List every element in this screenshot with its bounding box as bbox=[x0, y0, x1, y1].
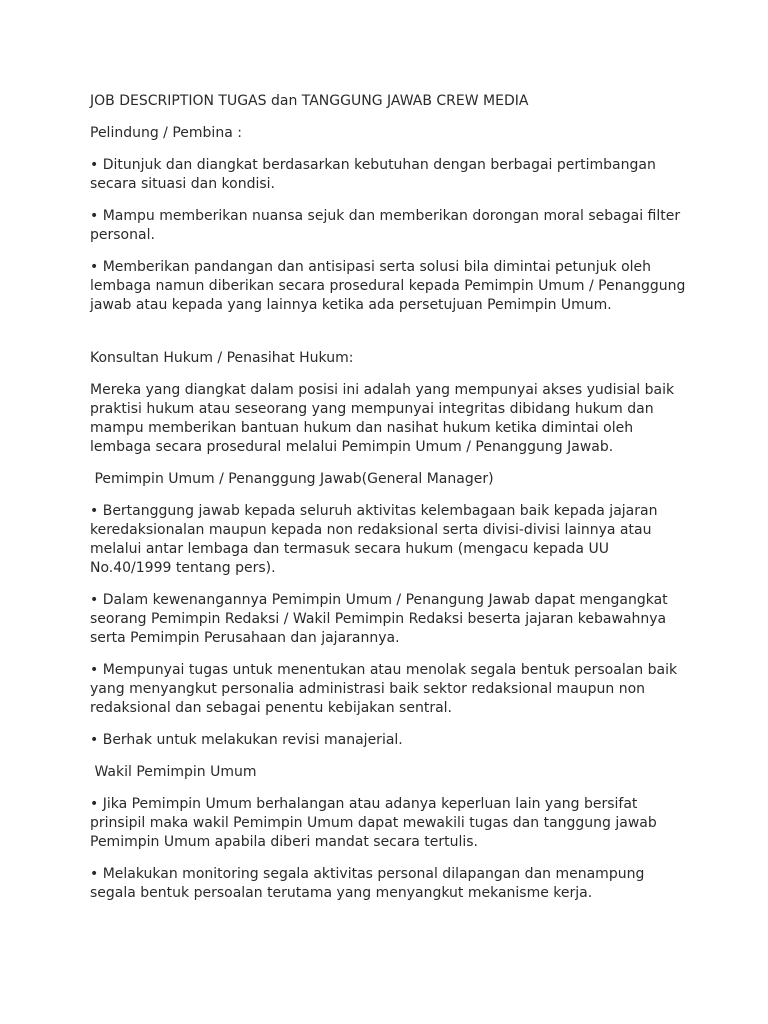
bullet-item: • Mampu memberikan nuansa sejuk dan memberikan dorongan moral sebagai filter personal. bbox=[90, 208, 681, 243]
bullet-item: • Melakukan monitoring segala aktivitas personal dilapangan dan menampung segala bentuk persoalan terutama yang menyangkut mekanisme kerja. bbox=[90, 866, 645, 901]
bullet-item: • Ditunjuk dan diangkat berdasarkan kebutuhan dengan berbagai pertimbangan secara situasi dan kondisi. bbox=[90, 157, 656, 192]
bullet-item: • Memberikan pandangan dan antisipasi serta solusi bila dimintai petunjuk oleh lembaga namun diberikan secara prosedural kepada Pemimpin Umum / Penanggung jawab atau kepada yang lainnya ketika ada persetujuan Pemimpin Umum. bbox=[90, 259, 686, 313]
section-body-konsultan: Mereka yang diangkat dalam posisi ini adalah yang mempunyai akses yudisial baik praktisi hukum atau seseorang yang mempunyai integritas dibidang hukum dan mampu memberikan bantuan hukum dan nasihat hukum ketika dimintai oleh lembaga secara prosedural melalui Pemimpin Umum / Penanggung Jawab. bbox=[90, 382, 675, 455]
section-heading-konsultan: Konsultan Hukum / Penasihat Hukum: bbox=[90, 350, 354, 366]
document-title: JOB DESCRIPTION TUGAS dan TANGGUNG JAWAB CREW MEDIA bbox=[90, 93, 529, 109]
bullet-item: • Berhak untuk melakukan revisi manajerial. bbox=[90, 732, 403, 748]
bullet-item: • Dalam kewenangannya Pemimpin Umum / Penangung Jawab dapat mengangkat seorang Pemimpin Redaksi / Wakil Pemimpin Redaksi beserta jajaran kebawahnya serta Pemimpin Perusahaan dan jajarannya. bbox=[90, 592, 668, 646]
section-heading-pelindung: Pelindung / Pembina : bbox=[90, 125, 242, 141]
bullet-item: • Mempunyai tugas untuk menentukan atau menolak segala bentuk persoalan baik yang menyangkut personalia administrasi baik sektor redaksional maupun non redaksional dan sebagai penentu kebijakan sentral. bbox=[90, 662, 678, 716]
section-heading-pemimpin-umum: Pemimpin Umum / Penanggung Jawab(General Manager) bbox=[90, 471, 494, 487]
bullet-item: • Bertanggung jawab kepada seluruh aktivitas kelembagaan baik kepada jajaran keredaksionalan maupun kepada non redaksional serta divisi-divisi lainnya atau melalui antar lembaga dan termasuk secara hukum (mengacu kepada UU No.40/1999 tentang pers). bbox=[90, 503, 658, 576]
section-heading-wakil-pemimpin-umum: Wakil Pemimpin Umum bbox=[90, 764, 257, 780]
bullet-item: • Jika Pemimpin Umum berhalangan atau adanya keperluan lain yang bersifat prinsipil maka wakil Pemimpin Umum dapat mewakili tugas dan tanggung jawab Pemimpin Umum apabila diberi mandat secara tertulis. bbox=[90, 796, 657, 850]
